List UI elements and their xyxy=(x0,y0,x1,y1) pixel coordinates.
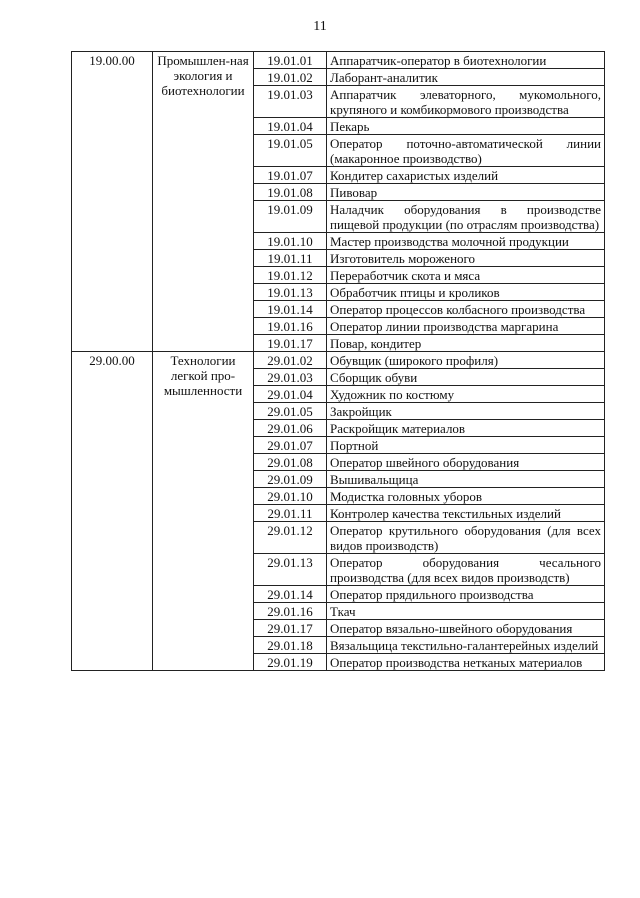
specialty-name-cell: Лаборант-аналитик xyxy=(327,69,605,86)
specialty-code-cell: 19.01.07 xyxy=(254,167,327,184)
specialty-name-cell: Кондитер сахаристых изделий xyxy=(327,167,605,184)
page-number: 11 xyxy=(313,19,327,34)
specialty-name-cell: Наладчик оборудования в производстве пищевой продукции (по отраслям производства) xyxy=(327,201,605,233)
specialty-name-cell: Аппаратчик элеваторного, мукомольного, крупяного и комбикормового производства xyxy=(327,86,605,118)
specialties-table xyxy=(71,51,605,671)
group-name-cell: Технологии легкой про-мышленности xyxy=(153,352,254,671)
specialty-code-cell: 29.01.02 xyxy=(254,352,327,369)
specialty-code-cell: 19.01.12 xyxy=(254,267,327,284)
specialty-name-cell: Обувщик (широкого профиля) xyxy=(327,352,605,369)
specialty-code-cell: 19.01.09 xyxy=(254,201,327,233)
specialty-name-cell: Оператор швейного оборудования xyxy=(327,454,605,471)
specialty-code-cell: 29.01.18 xyxy=(254,637,327,654)
specialty-name-cell: Закройщик xyxy=(327,403,605,420)
specialty-name-cell: Переработчик скота и мяса xyxy=(327,267,605,284)
specialty-code-cell: 19.01.16 xyxy=(254,318,327,335)
specialty-code-cell: 19.01.10 xyxy=(254,233,327,250)
specialty-code-cell: 19.01.05 xyxy=(254,135,327,167)
specialty-name-cell: Оператор поточно-автоматической линии (макаронное производство) xyxy=(327,135,605,167)
specialty-code-cell: 29.01.05 xyxy=(254,403,327,420)
specialty-name-cell: Аппаратчик-оператор в биотехнологии xyxy=(327,52,605,69)
specialty-name-cell: Портной xyxy=(327,437,605,454)
specialty-code-cell: 29.01.06 xyxy=(254,420,327,437)
specialty-code-cell: 19.01.14 xyxy=(254,301,327,318)
specialty-name-cell: Повар, кондитер xyxy=(327,335,605,352)
specialty-code-cell: 29.01.12 xyxy=(254,522,327,554)
specialty-name-cell: Сборщик обуви xyxy=(327,369,605,386)
specialty-code-cell: 19.01.17 xyxy=(254,335,327,352)
group-name-cell: Промышлен-ная экология и биотехнологии xyxy=(153,52,254,352)
specialty-name-cell: Ткач xyxy=(327,603,605,620)
specialties-table-body xyxy=(72,52,605,671)
specialty-code-cell: 19.01.01 xyxy=(254,52,327,69)
specialty-code-cell: 29.01.19 xyxy=(254,654,327,671)
specialty-name-cell: Оператор линии производства маргарина xyxy=(327,318,605,335)
specialty-code-cell: 29.01.03 xyxy=(254,369,327,386)
specialty-code-cell: 29.01.04 xyxy=(254,386,327,403)
specialty-name-cell: Вязальщица текстильно-галантерейных изделий xyxy=(327,637,605,654)
specialty-name-cell: Художник по костюму xyxy=(327,386,605,403)
specialty-code-cell: 29.01.09 xyxy=(254,471,327,488)
table-row xyxy=(72,352,605,369)
specialty-name-cell: Оператор прядильного производства xyxy=(327,586,605,603)
specialty-code-cell: 29.01.13 xyxy=(254,554,327,586)
specialty-code-cell: 19.01.02 xyxy=(254,69,327,86)
specialty-code-cell: 29.01.17 xyxy=(254,620,327,637)
specialty-code-cell: 29.01.11 xyxy=(254,505,327,522)
specialty-code-cell: 19.01.11 xyxy=(254,250,327,267)
specialty-code-cell: 19.01.13 xyxy=(254,284,327,301)
table-row xyxy=(72,52,605,69)
specialty-code-cell: 29.01.10 xyxy=(254,488,327,505)
specialty-code-cell: 29.01.07 xyxy=(254,437,327,454)
specialty-name-cell: Мастер производства молочной продукции xyxy=(327,233,605,250)
specialty-name-cell: Оператор процессов колбасного производства xyxy=(327,301,605,318)
specialty-code-cell: 19.01.03 xyxy=(254,86,327,118)
specialty-name-cell: Раскройщик материалов xyxy=(327,420,605,437)
specialty-code-cell: 19.01.08 xyxy=(254,184,327,201)
specialty-name-cell: Оператор производства нетканых материалов xyxy=(327,654,605,671)
specialty-name-cell: Контролер качества текстильных изделий xyxy=(327,505,605,522)
group-code-cell: 29.00.00 xyxy=(72,352,153,671)
specialty-code-cell: 29.01.08 xyxy=(254,454,327,471)
specialty-name-cell: Пекарь xyxy=(327,118,605,135)
specialty-name-cell: Вышивальщица xyxy=(327,471,605,488)
specialty-name-cell: Оператор вязально-швейного оборудования xyxy=(327,620,605,637)
group-code-cell: 19.00.00 xyxy=(72,52,153,352)
specialty-code-cell: 19.01.04 xyxy=(254,118,327,135)
specialty-name-cell: Оператор оборудования чесального производства (для всех видов производств) xyxy=(327,554,605,586)
specialty-name-cell: Модистка головных уборов xyxy=(327,488,605,505)
specialty-name-cell: Пивовар xyxy=(327,184,605,201)
specialty-name-cell: Оператор крутильного оборудования (для всех видов производств) xyxy=(327,522,605,554)
specialty-name-cell: Обработчик птицы и кроликов xyxy=(327,284,605,301)
specialty-code-cell: 29.01.14 xyxy=(254,586,327,603)
specialty-code-cell: 29.01.16 xyxy=(254,603,327,620)
specialty-name-cell: Изготовитель мороженого xyxy=(327,250,605,267)
